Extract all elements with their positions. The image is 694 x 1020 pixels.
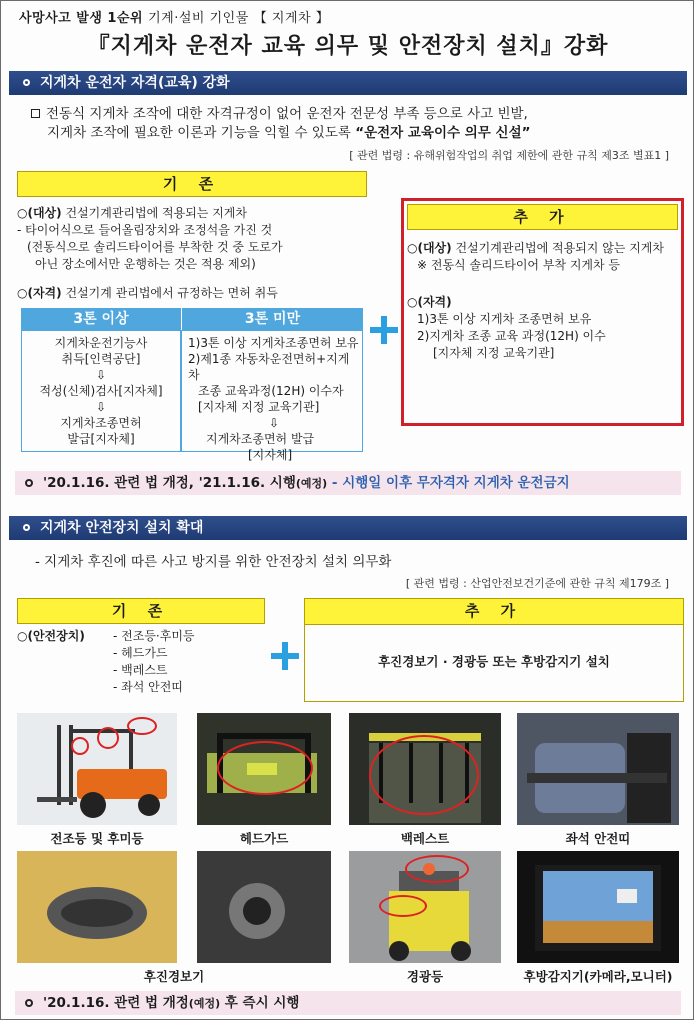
circle-small-icon: ○	[17, 286, 28, 300]
section2-note	[15, 991, 681, 1015]
caption-beacon: 경광등	[406, 969, 444, 984]
license-col1-header: 3톤 이상	[21, 308, 181, 330]
col2-line2: 2)제1종 자동차운전면허+지게차	[188, 352, 350, 382]
added-target-sub: ※ 전동식 솔리드타이어 부착 지게차 등	[417, 258, 621, 272]
caption-backrest: 백레스트	[400, 831, 450, 846]
col1-line4: 지게차조종면허	[60, 416, 142, 430]
plus-icon	[370, 316, 398, 344]
section2-added-text: 후진경보기 · 경광등 또는 후방감지기 설치	[378, 654, 610, 669]
section1-intro	[31, 105, 531, 143]
license-table	[21, 308, 363, 462]
highlight-ring	[379, 895, 427, 917]
added-target-text: 건설기계관리법에 적용되지 않는 지게차	[455, 241, 664, 255]
down-arrow-icon: ⇩	[95, 400, 107, 414]
photo-backup-alarm-1	[17, 851, 177, 963]
monitor-icon	[517, 851, 679, 963]
existing-target-label: (대상)	[27, 206, 62, 220]
circle-small-icon: ○	[17, 629, 28, 643]
seatbelt-icon	[517, 713, 679, 825]
kicker-category: 기계·설비 기인물	[148, 11, 249, 26]
section1-intro-emphasis: “운전자 교육이수 의무 신설”	[355, 125, 531, 141]
safety-item: - 전조등·후미등	[113, 629, 195, 643]
section2-added-header: 추 가	[305, 599, 683, 625]
col2-line5: 지게차조종면허 발급	[206, 432, 315, 446]
caption-headlight: 전조등 및 후미등	[50, 831, 144, 846]
photo-seatbelt	[517, 713, 679, 825]
kicker-rank: 사망사고 발생 1순위	[19, 11, 144, 26]
existing-target-text: 건설기계관리법에 적용되는 지게차	[65, 206, 247, 220]
col2-line3: 조종 교육과정(12H) 이수자	[198, 384, 344, 398]
plus-icon	[271, 642, 299, 670]
section2-reference: [ 관련 법령 : 산업안전보건기준에 관한 규칙 제179조 ]	[405, 577, 669, 590]
caption-seatbelt: 좌석 안전띠	[565, 831, 631, 846]
circle-small-icon: ○	[407, 241, 418, 255]
section1-note-part2: - 시행일 이후 무자격자 지게차 운전금지	[327, 475, 570, 491]
section1-intro-line1: 전동식 지게차 조작에 대한 자격규정이 없어 운전자 전문성 부족 등으로 사고 빈발,	[46, 106, 528, 122]
section1-note	[15, 471, 681, 495]
existing-qual	[17, 285, 367, 302]
col2-line6: [지자체]	[248, 448, 293, 462]
photo-rear-sensor	[517, 851, 679, 963]
section2-intro: - 지게차 후진에 따른 사고 방지를 위한 안전장치 설치 의무화	[35, 554, 392, 570]
page-title: 『지게차 운전자 교육 의무 및 안전장치 설치』강화	[87, 34, 609, 59]
safety-devices	[17, 628, 265, 696]
added-qual-label: (자격)	[417, 295, 452, 309]
section2-note-part2: 후 즉시 시행	[220, 995, 300, 1011]
photo-headlight	[17, 713, 177, 825]
section1-intro-line2: 지게차 조작에 필요한 이론과 기능을 익힐 수 있도록	[47, 125, 356, 141]
down-arrow-icon: ⇩	[95, 368, 107, 382]
section2-added-box	[304, 598, 684, 702]
existing-qual-label: (자격)	[27, 286, 62, 300]
photo-headguard	[197, 713, 331, 825]
existing-target-sub1: - 타이어식으로 들어올림장치와 조정석을 가진 것	[17, 223, 273, 237]
square-bullet-icon	[31, 109, 40, 118]
license-col2-body	[181, 330, 363, 462]
alarm-detail-icon	[197, 851, 331, 963]
col1-line5: 발급[지자체]	[67, 432, 135, 446]
section1-existing-header: 기 존	[17, 171, 367, 197]
caption-headguard: 헤드가드	[239, 831, 289, 846]
highlight-ring	[405, 855, 469, 883]
safety-label: (안전장치)	[27, 629, 85, 643]
circle-bullet-icon	[23, 524, 30, 531]
section1-added-box	[401, 198, 684, 426]
section2-existing-header: 기 존	[17, 598, 265, 624]
photo-backup-alarm-2	[197, 851, 331, 963]
section1-heading: 지게차 운전자 자격(교육) 강화	[40, 75, 230, 91]
circle-small-icon: ○	[407, 295, 418, 309]
caption-backup-alarm: 후진경보기	[143, 969, 205, 984]
existing-target-sub3: 아닌 장소에서만 운행하는 것은 적용 제외)	[35, 257, 256, 271]
highlight-ring	[369, 735, 479, 815]
circle-bullet-icon	[25, 999, 33, 1007]
section1-bar	[9, 71, 687, 95]
circle-bullet-icon	[23, 79, 30, 86]
section2-note-small: (예정)	[188, 997, 221, 1010]
col1-line1: 지게차운전기능사	[54, 336, 148, 350]
caption-rear-sensor: 후방감지기(카메라,모니터)	[523, 969, 673, 984]
existing-qual-text: 건설기계 관리법에서 규정하는 면허 취득	[65, 286, 278, 300]
license-col1-body	[21, 330, 181, 452]
kicker-item: 【 지게차 】	[253, 11, 330, 26]
photo-beacon	[349, 851, 501, 963]
safety-item: - 좌석 안전띠	[113, 680, 183, 694]
kicker-line	[19, 7, 329, 26]
section2-heading: 지게차 안전장치 설치 확대	[40, 520, 204, 536]
license-col2-header: 3톤 미만	[181, 308, 363, 330]
highlight-ring	[127, 717, 157, 735]
highlight-ring	[217, 741, 313, 795]
highlight-ring	[97, 727, 119, 749]
safety-item: - 백레스트	[113, 663, 168, 677]
section1-existing-box	[17, 171, 367, 462]
added-qual-line2: 2)지게차 조종 교육 과정(12H) 이수	[417, 329, 606, 343]
existing-target	[17, 205, 367, 222]
col1-line2: 취득[인력공단]	[61, 352, 141, 366]
safety-label-wrap	[17, 628, 113, 696]
added-target-label: (대상)	[417, 241, 452, 255]
license-col-under3t	[181, 308, 363, 462]
added-target	[407, 240, 678, 257]
circle-small-icon: ○	[17, 206, 28, 220]
alarm-icon	[17, 851, 177, 963]
section1-added-header: 추 가	[407, 204, 678, 230]
col1-line3: 적성(신체)검사[지자체]	[39, 384, 163, 398]
col2-line1: 1)3톤 이상 지게차조종면허 보유	[188, 336, 359, 350]
added-qual-line3: [지자체 지정 교육기관]	[433, 346, 555, 360]
section1-note-part1: '20.1.16. 관련 법 개정, '21.1.16. 시행	[43, 475, 296, 491]
safety-item: - 헤드가드	[113, 646, 168, 660]
existing-target-sub2: (전동식으로 솔리드타이어를 부착한 것 중 도로가	[27, 240, 283, 254]
added-qual-line1: 1)3톤 이상 지게차 조종면허 보유	[417, 312, 592, 326]
section1-note-small: (예정)	[295, 477, 328, 490]
license-col-over3t	[21, 308, 181, 452]
highlight-ring	[71, 737, 89, 755]
section2-note-part1: '20.1.16. 관련 법 개정	[43, 995, 189, 1011]
down-arrow-icon: ⇩	[268, 416, 280, 430]
section1-reference: [ 관련 법령 : 유해위험작업의 취업 제한에 관한 규칙 제3조 별표1 ]	[349, 149, 669, 162]
added-qual	[407, 294, 678, 311]
safety-items	[113, 628, 195, 696]
photo-backrest	[349, 713, 501, 825]
section2-existing-box	[17, 598, 265, 702]
col2-line4: [지자체 지정 교육기관]	[198, 400, 320, 414]
circle-bullet-icon	[25, 479, 33, 487]
section2-bar	[9, 516, 687, 540]
